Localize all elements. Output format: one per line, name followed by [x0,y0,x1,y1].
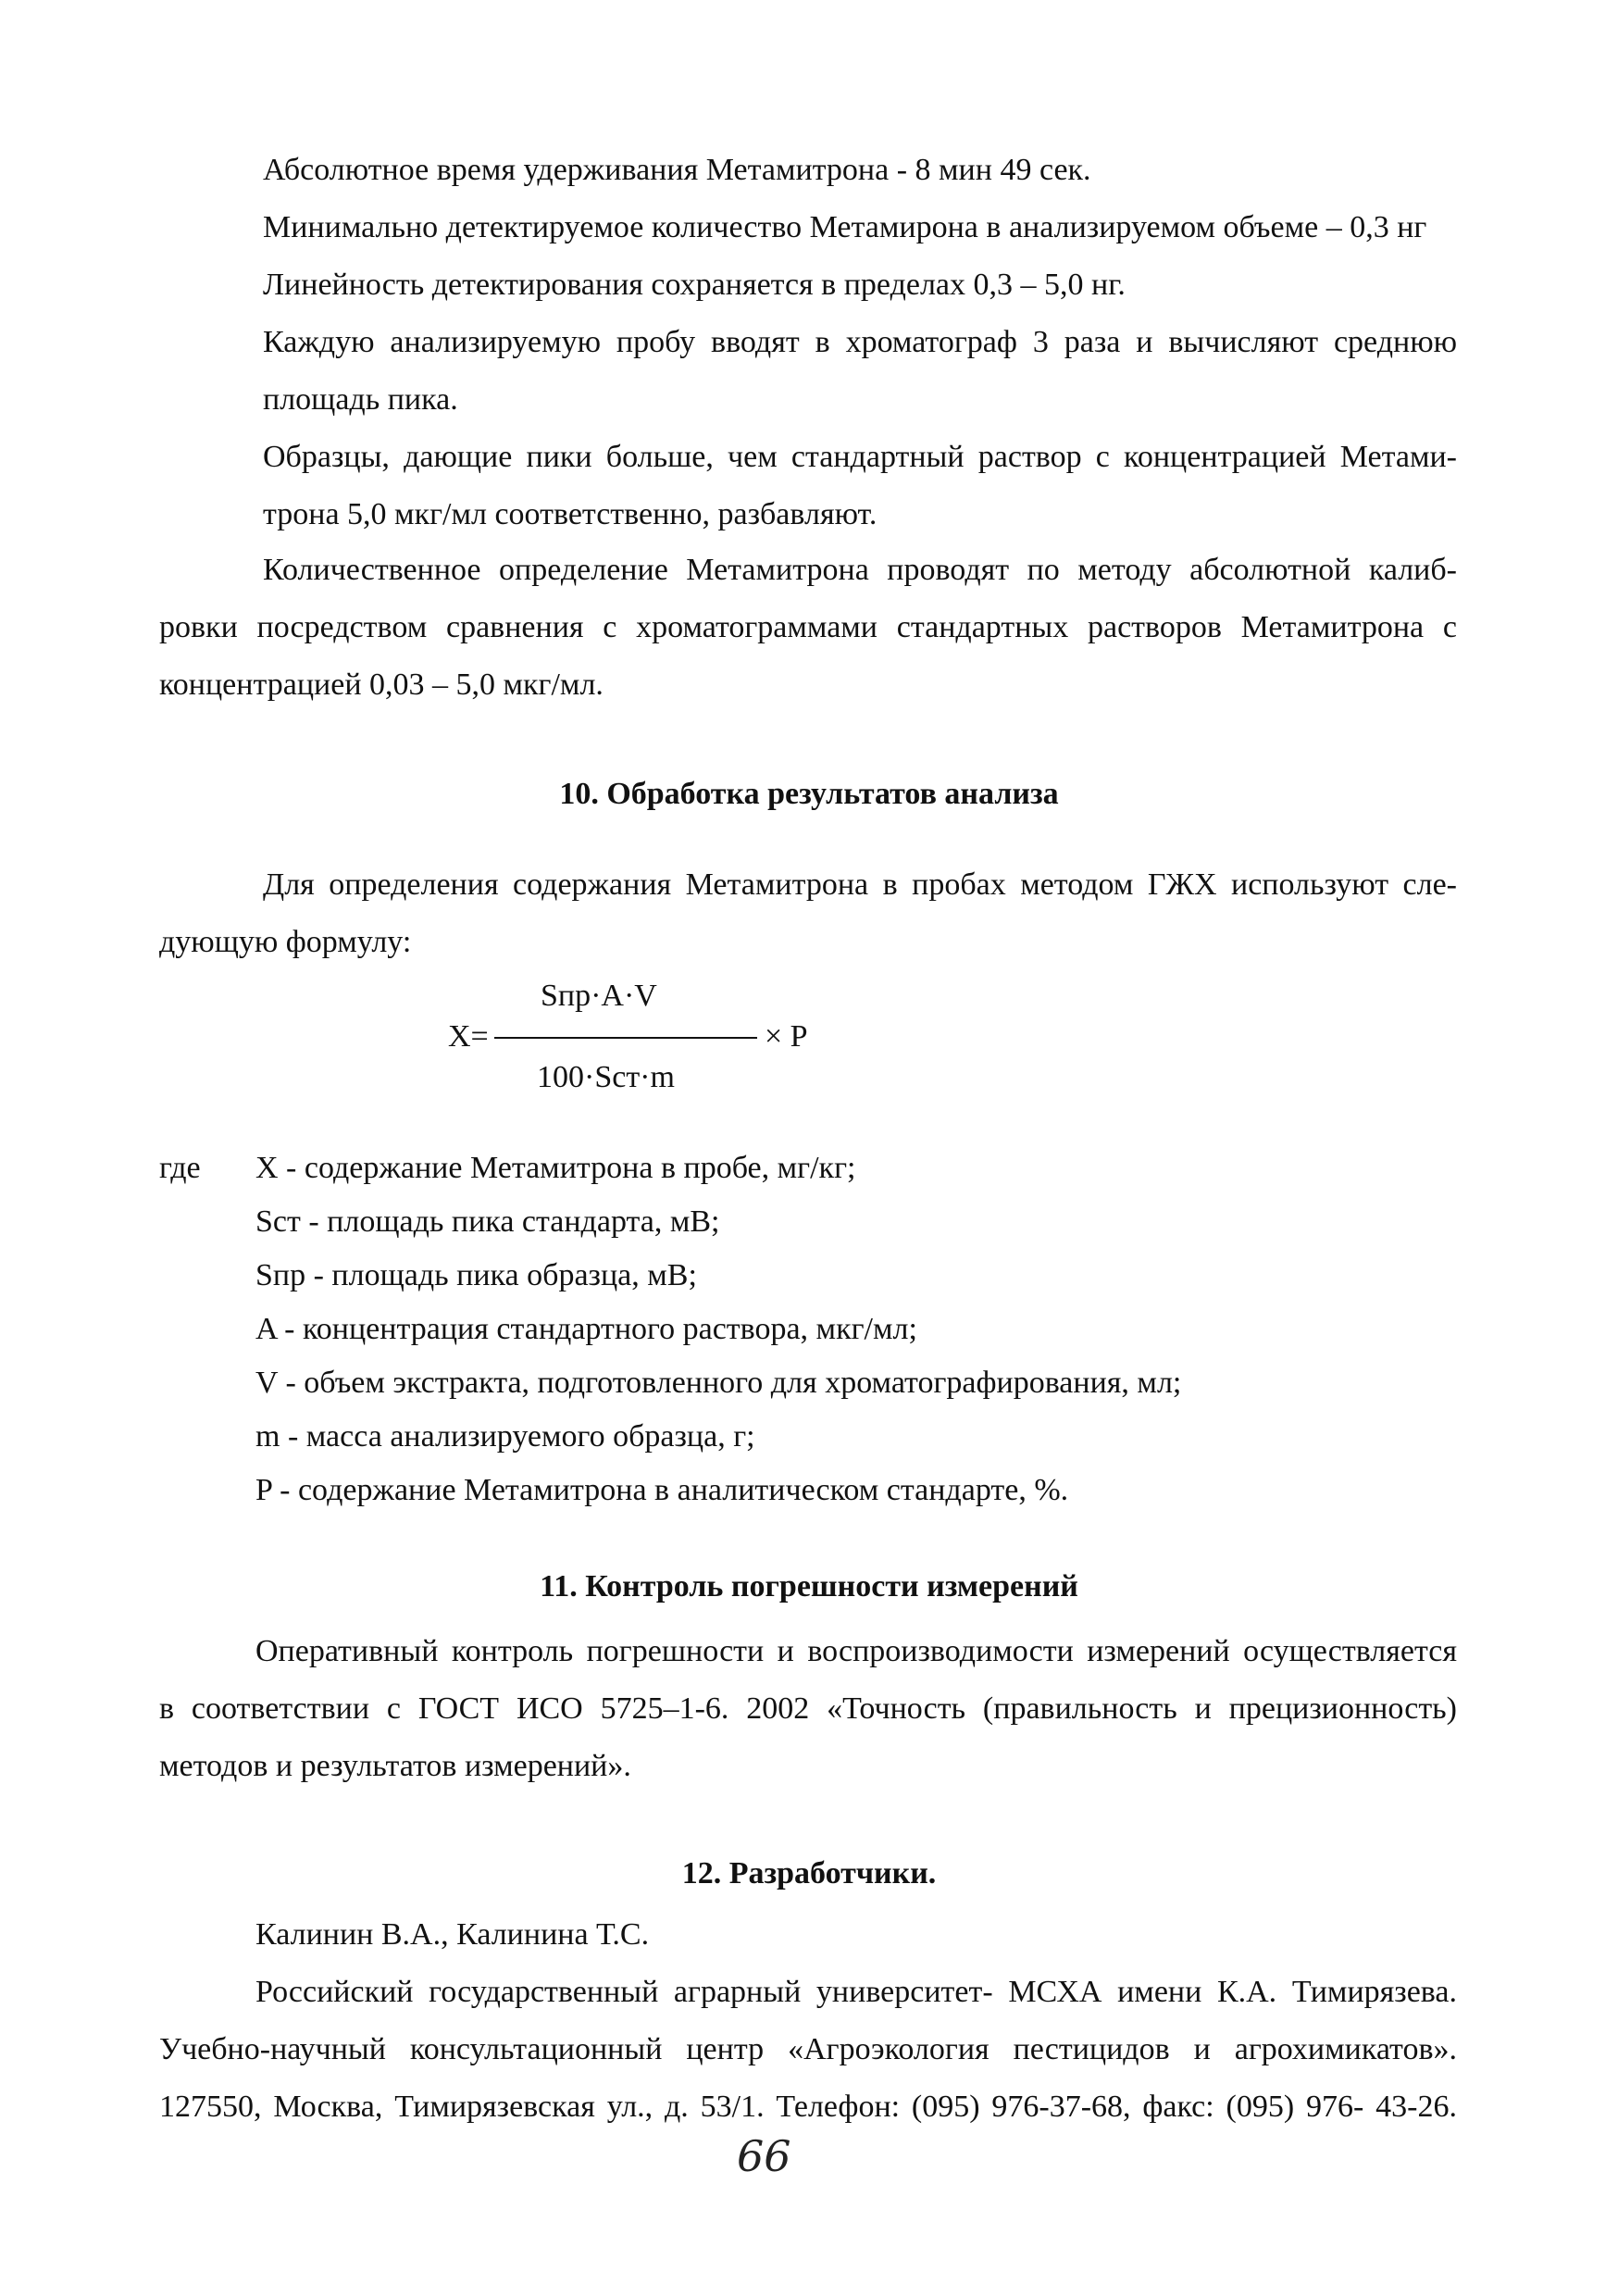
formula-denominator: 100·Sст·m [537,1060,675,1094]
definition-item: Sпр - площадь пика образца, мВ; [255,1258,697,1292]
injection-line-2: площадь пика. [263,382,458,417]
definition-item: V - объем экстракта, подготовленного для хроматографирования, мл; [255,1366,1182,1400]
section-11-body-line-3: методов и результатов измерений». [159,1749,631,1783]
formula-lhs: X= [448,1019,489,1054]
quantification-line-2: ровки посредством сравнения с хроматограммами стандартных растворов Метамитрона с [159,610,1457,644]
min-detectable-line: Минимально детектируемое количество Метамирона в анализируемом объеме – 0,3 нг [263,210,1427,244]
quantification-line-3: концентрацией 0,03 – 5,0 мкг/мл. [159,668,604,702]
retention-time-line: Абсолютное время удерживания Метамитрона - 8 мин 49 сек. [263,153,1091,187]
definition-item: Sст - площадь пика стандарта, мВ; [255,1204,720,1239]
formula-fraction-bar [494,1037,757,1039]
page-number: 66 [737,2131,791,2181]
section-12-title: 12. Разработчики. [681,1856,937,1890]
section-11-title: 11. Контроль погрешности измерений [540,1569,1078,1603]
authors-line: Калинин В.А., Калинина Т.С. [255,1917,650,1952]
dilution-line-2: трона 5,0 мкг/мл соответственно, разбавляют. [263,497,877,531]
where-label: где [159,1151,201,1185]
definition-item: A - концентрация стандартного раствора, мкг/мл; [255,1312,917,1346]
formula-multiplier: × P [765,1019,808,1054]
address-line: 127550, Москва, Тимирязевская ул., д. 53/1. Телефон: (095) 976-37-68, факс: (095) 976- 43-26. [159,2090,1457,2124]
definition-item: P - содержание Метамитрона в аналитическом стандарте, %. [255,1473,1069,1507]
section-11-body-line-2: в соответствии с ГОСТ ИСО 5725–1-6. 2002 «Точность (правильность и прецизионность) [159,1691,1457,1726]
definition-item: m - масса анализируемого образца, г; [255,1419,755,1454]
dilution-line-1: Образцы, дающие пики больше, чем стандартный раствор с концентрацией Метами- [263,440,1457,474]
section-10-intro-line-2: дующую формулу: [159,925,412,959]
section-10-title: 10. Обработка результатов анализа [559,777,1059,811]
quantification-line-1: Количественное определение Метамитрона проводят по методу абсолютной калиб- [263,553,1457,587]
definition-item: X - содержание Метамитрона в пробе, мг/кг; [255,1151,856,1185]
injection-line-1: Каждую анализируемую пробу вводят в хроматограф 3 раза и вычисляют среднюю [263,325,1457,359]
organization-line-2: Учебно-научный консультационный центр «Агроэкология пестицидов и агрохимикатов». [159,2032,1457,2066]
organization-line-1: Российский государственный аграрный университет- МСХА имени К.А. Тимирязева. [255,1975,1457,2009]
formula-numerator: Sпр·A·V [541,979,657,1013]
section-10-intro-line-1: Для определения содержания Метамитрона в пробах методом ГЖХ используют сле- [263,867,1457,902]
linearity-line: Линейность детектирования сохраняется в пределах 0,3 – 5,0 нг. [263,268,1126,302]
section-11-body-line-1: Оперативный контроль погрешности и воспроизводимости измерений осуществляется [255,1634,1457,1668]
